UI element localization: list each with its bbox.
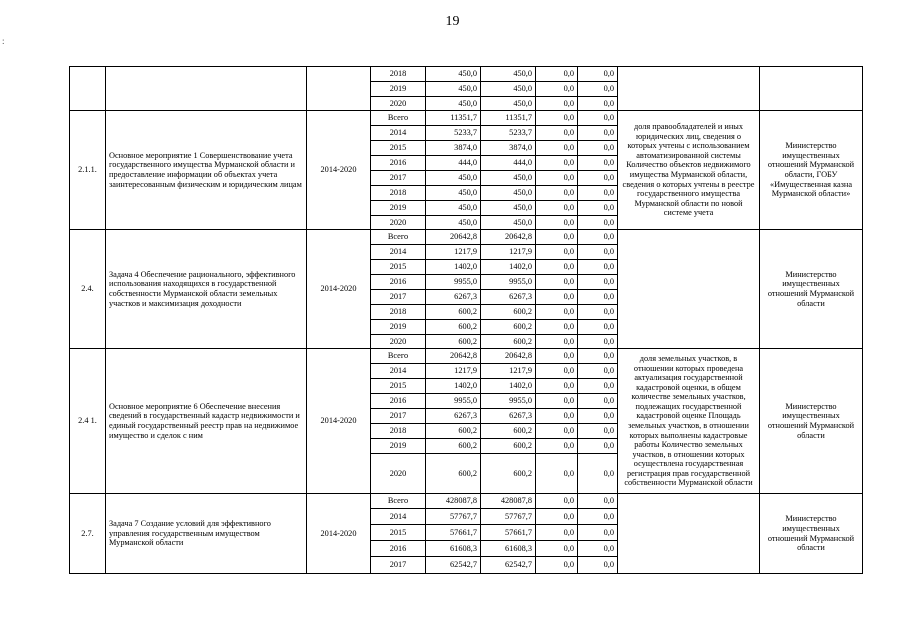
source-3-cell: 0,0 [578,494,618,509]
total-cell: 600,2 [426,439,481,454]
year-cell: 2020 [371,335,426,349]
indicator-cell: доля правообладателей и иных юридических лиц, сведения о которых учтены с использованием автоматизированной системы Количество объектов недвижимого имущества Мурманской области, сведения о которых учтены в реестре государственного имущества Мурманской области по новой системе учета [618,111,760,230]
year-cell: Всего [371,230,426,245]
edge-mark: : [2,36,5,46]
year-cell: 2015 [371,525,426,541]
year-cell: 2018 [371,305,426,320]
item-name [106,67,307,111]
year-cell: 2015 [371,141,426,156]
year-cell: 2020 [371,216,426,230]
source-2-cell: 0,0 [536,557,578,574]
source-3-cell: 0,0 [578,156,618,171]
item-period [307,67,371,111]
source-1-cell: 9955,0 [481,394,536,409]
source-2-cell: 0,0 [536,82,578,97]
table-row [70,494,863,509]
executor-cell [760,67,863,111]
source-1-cell: 450,0 [481,201,536,216]
year-cell: 2019 [371,82,426,97]
source-2-cell: 0,0 [536,349,578,364]
item-code: 2.7. [70,494,106,574]
year-cell: 2014 [371,509,426,525]
indicator-cell [618,494,760,574]
item-period: 2014-2020 [307,349,371,494]
item-name: Задача 7 Создание условий для эффективного управления государственным имуществом Мурманской области [106,494,307,574]
indicator-cell [618,230,760,349]
total-cell: 450,0 [426,186,481,201]
source-3-cell: 0,0 [578,67,618,82]
total-cell: 11351,7 [426,111,481,126]
source-2-cell: 0,0 [536,394,578,409]
source-1-cell: 62542,7 [481,557,536,574]
source-1-cell: 444,0 [481,156,536,171]
source-3-cell: 0,0 [578,424,618,439]
source-2-cell: 0,0 [536,186,578,201]
year-cell: 2015 [371,260,426,275]
source-3-cell: 0,0 [578,439,618,454]
source-2-cell: 0,0 [536,335,578,349]
total-cell: 600,2 [426,305,481,320]
total-cell: 3874,0 [426,141,481,156]
table-row [70,67,863,82]
source-1-cell: 450,0 [481,97,536,111]
item-period: 2014-2020 [307,494,371,574]
source-1-cell: 57767,7 [481,509,536,525]
total-cell: 1402,0 [426,260,481,275]
source-1-cell: 9955,0 [481,275,536,290]
year-cell: 2020 [371,97,426,111]
item-name: Задача 4 Обеспечение рационального, эффективного использования находящихся в государственной собственности Мурманской области земельных участков и максимизация доходности [106,230,307,349]
total-cell: 450,0 [426,171,481,186]
source-2-cell: 0,0 [536,67,578,82]
source-3-cell: 0,0 [578,364,618,379]
source-3-cell: 0,0 [578,557,618,574]
source-3-cell: 0,0 [578,126,618,141]
source-3-cell: 0,0 [578,216,618,230]
source-3-cell: 0,0 [578,171,618,186]
source-3-cell: 0,0 [578,394,618,409]
source-2-cell: 0,0 [536,216,578,230]
year-cell: 2019 [371,439,426,454]
executor-cell: Министерство имущественных отношений Мурманской области, ГОБУ «Имущественная казна Мурманской области» [760,111,863,230]
source-1-cell: 1402,0 [481,260,536,275]
year-cell: 2017 [371,290,426,305]
source-3-cell: 0,0 [578,111,618,126]
total-cell: 600,2 [426,454,481,494]
source-2-cell: 0,0 [536,439,578,454]
total-cell: 450,0 [426,201,481,216]
total-cell: 1402,0 [426,379,481,394]
table-row [70,230,863,245]
year-cell: Всего [371,349,426,364]
source-3-cell: 0,0 [578,541,618,557]
year-cell: 2018 [371,67,426,82]
source-1-cell: 600,2 [481,424,536,439]
source-1-cell: 20642,8 [481,230,536,245]
source-1-cell: 6267,3 [481,409,536,424]
source-1-cell: 600,2 [481,335,536,349]
total-cell: 444,0 [426,156,481,171]
indicator-cell: доля земельных участков, в отношении которых проведена актуализация государственной кадастровой оценки, в общем количестве земельных участков, подлежащих государственной кадастровой оценке Площадь земельных участков, в отношении которых выполнены кадастровые работы Количество земельных участков, в отношении которых осуществлена государственная регистрация прав государственной собственности Мурманской области [618,349,760,494]
source-2-cell: 0,0 [536,409,578,424]
source-2-cell: 0,0 [536,260,578,275]
source-3-cell: 0,0 [578,260,618,275]
source-1-cell: 450,0 [481,186,536,201]
total-cell: 62542,7 [426,557,481,574]
total-cell: 5233,7 [426,126,481,141]
total-cell: 600,2 [426,320,481,335]
total-cell: 57767,7 [426,509,481,525]
item-period: 2014-2020 [307,111,371,230]
source-1-cell: 600,2 [481,320,536,335]
source-3-cell: 0,0 [578,290,618,305]
total-cell: 9955,0 [426,275,481,290]
source-1-cell: 450,0 [481,67,536,82]
total-cell: 450,0 [426,67,481,82]
source-1-cell: 61608,3 [481,541,536,557]
source-2-cell: 0,0 [536,275,578,290]
source-3-cell: 0,0 [578,409,618,424]
source-2-cell: 0,0 [536,126,578,141]
program-table [69,66,863,574]
source-3-cell: 0,0 [578,525,618,541]
total-cell: 600,2 [426,335,481,349]
source-1-cell: 6267,3 [481,290,536,305]
year-cell: 2014 [371,245,426,260]
source-2-cell: 0,0 [536,245,578,260]
source-1-cell: 600,2 [481,454,536,494]
total-cell: 9955,0 [426,394,481,409]
source-1-cell: 1217,9 [481,364,536,379]
year-cell: 2018 [371,186,426,201]
source-3-cell: 0,0 [578,305,618,320]
source-3-cell: 0,0 [578,230,618,245]
source-1-cell: 428087,8 [481,494,536,509]
source-2-cell: 0,0 [536,305,578,320]
year-cell: 2020 [371,454,426,494]
item-period: 2014-2020 [307,230,371,349]
source-2-cell: 0,0 [536,290,578,305]
source-2-cell: 0,0 [536,454,578,494]
executor-cell: Министерство имущественных отношений Мурманской области [760,494,863,574]
item-code: 2.4. [70,230,106,349]
total-cell: 61608,3 [426,541,481,557]
year-cell: 2017 [371,171,426,186]
total-cell: 6267,3 [426,290,481,305]
source-3-cell: 0,0 [578,82,618,97]
year-cell: 2017 [371,409,426,424]
item-code: 2.1.1. [70,111,106,230]
source-3-cell: 0,0 [578,379,618,394]
source-1-cell: 5233,7 [481,126,536,141]
year-cell: 2019 [371,201,426,216]
year-cell: 2016 [371,394,426,409]
total-cell: 57661,7 [426,525,481,541]
total-cell: 428087,8 [426,494,481,509]
item-name: Основное мероприятие 6 Обеспечение внесения сведений в государственный кадастр недвижимости и единый государственный реестр прав на недвижимое имущество и сделок с ним [106,349,307,494]
total-cell: 600,2 [426,424,481,439]
source-2-cell: 0,0 [536,111,578,126]
executor-cell: Министерство имущественных отношений Мурманской области [760,230,863,349]
year-cell: 2014 [371,126,426,141]
year-cell: 2019 [371,320,426,335]
source-1-cell: 450,0 [481,216,536,230]
source-1-cell: 1402,0 [481,379,536,394]
total-cell: 6267,3 [426,409,481,424]
source-3-cell: 0,0 [578,509,618,525]
table-row [70,111,863,126]
total-cell: 20642,8 [426,349,481,364]
source-2-cell: 0,0 [536,171,578,186]
source-1-cell: 20642,8 [481,349,536,364]
source-3-cell: 0,0 [578,454,618,494]
source-3-cell: 0,0 [578,335,618,349]
indicator-cell [618,67,760,111]
source-3-cell: 0,0 [578,97,618,111]
source-3-cell: 0,0 [578,186,618,201]
source-1-cell: 3874,0 [481,141,536,156]
source-3-cell: 0,0 [578,275,618,290]
table-row [70,349,863,364]
source-2-cell: 0,0 [536,230,578,245]
year-cell: 2014 [371,364,426,379]
item-name: Основное мероприятие 1 Совершенствование учета государственного имущества Мурманской области и предоставление информации об объектах учета заинтересованным физическим и юридическим лицам [106,111,307,230]
item-code [70,67,106,111]
source-2-cell: 0,0 [536,525,578,541]
source-2-cell: 0,0 [536,320,578,335]
source-3-cell: 0,0 [578,201,618,216]
year-cell: Всего [371,494,426,509]
source-2-cell: 0,0 [536,379,578,394]
year-cell: 2016 [371,541,426,557]
source-1-cell: 450,0 [481,82,536,97]
year-cell: 2018 [371,424,426,439]
total-cell: 450,0 [426,216,481,230]
source-3-cell: 0,0 [578,141,618,156]
source-2-cell: 0,0 [536,364,578,379]
source-2-cell: 0,0 [536,541,578,557]
item-code: 2.4 1. [70,349,106,494]
total-cell: 450,0 [426,82,481,97]
source-1-cell: 57661,7 [481,525,536,541]
page-number: 19 [445,14,460,29]
source-3-cell: 0,0 [578,320,618,335]
year-cell: 2016 [371,275,426,290]
year-cell: 2015 [371,379,426,394]
total-cell: 1217,9 [426,245,481,260]
source-3-cell: 0,0 [578,349,618,364]
source-2-cell: 0,0 [536,201,578,216]
year-cell: 2017 [371,557,426,574]
total-cell: 450,0 [426,97,481,111]
source-2-cell: 0,0 [536,509,578,525]
year-cell: Всего [371,111,426,126]
source-1-cell: 600,2 [481,305,536,320]
source-2-cell: 0,0 [536,494,578,509]
executor-cell: Министерство имущественных отношений Мурманской области [760,349,863,494]
source-2-cell: 0,0 [536,424,578,439]
source-2-cell: 0,0 [536,156,578,171]
total-cell: 1217,9 [426,364,481,379]
source-2-cell: 0,0 [536,97,578,111]
source-1-cell: 600,2 [481,439,536,454]
total-cell: 20642,8 [426,230,481,245]
source-1-cell: 1217,9 [481,245,536,260]
source-1-cell: 450,0 [481,171,536,186]
source-2-cell: 0,0 [536,141,578,156]
year-cell: 2016 [371,156,426,171]
source-3-cell: 0,0 [578,245,618,260]
source-1-cell: 11351,7 [481,111,536,126]
